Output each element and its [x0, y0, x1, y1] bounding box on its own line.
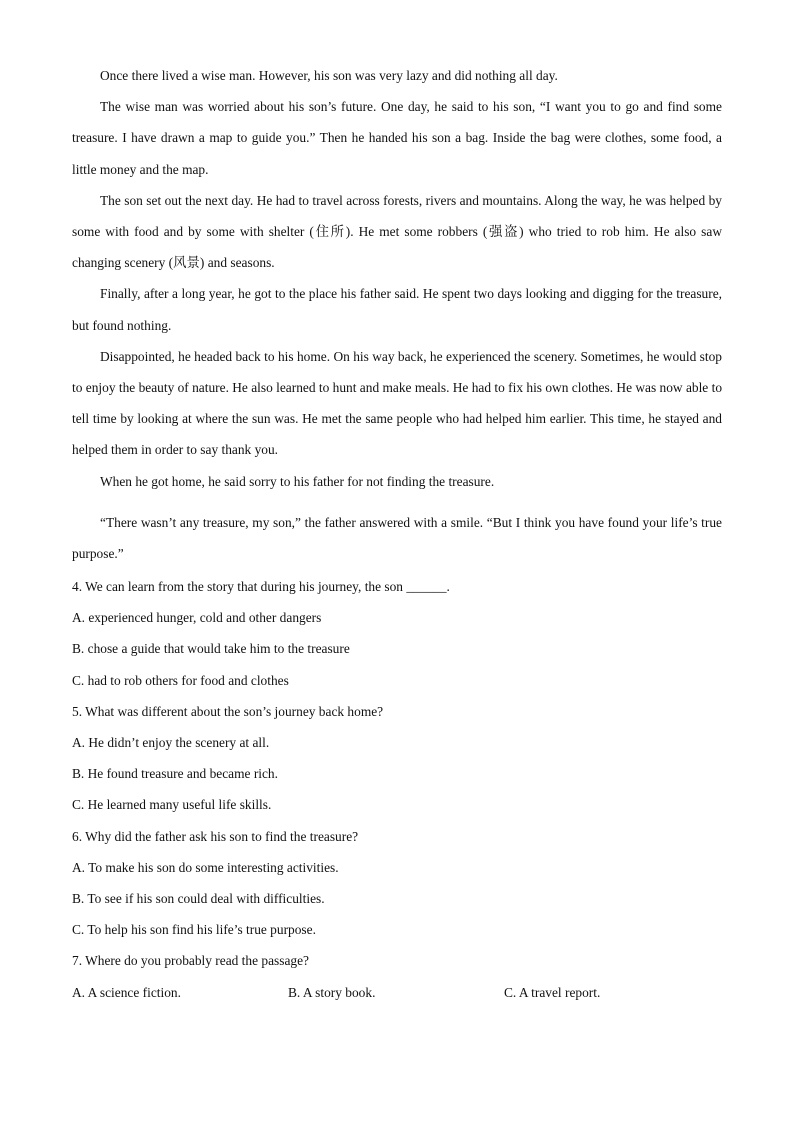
option-a: A. To make his son do some interesting activities. [72, 859, 339, 875]
option-row [72, 977, 722, 1008]
question-6 [72, 821, 722, 946]
question-stem: 7. Where do you probably read the passage? [72, 953, 309, 969]
option-c: C. He learned many useful life skills. [72, 797, 272, 813]
question-4 [72, 571, 722, 696]
option-c: C. A travel report. [504, 984, 601, 1000]
option-b: B. chose a guide that would take him to the treasure [72, 641, 350, 657]
question-7 [72, 945, 722, 1007]
question-5 [72, 696, 722, 821]
question-list [72, 571, 722, 1008]
passage-paragraph: Finally, after a long year, he got to the place his father said. He spent two days looking and digging for the treasure, but found nothing. [72, 286, 722, 333]
passage-paragraph: The son set out the next day. He had to travel across forests, rivers and mountains. Along the way, he was helped by some with food and by some with shelter (住所). He met some robbers (强盗) who tried to rob him. He also saw changing scenery (风景) and seasons. [72, 192, 722, 271]
option-b: B. To see if his son could deal with difficulties. [72, 891, 325, 907]
option-a: A. He didn’t enjoy the scenery at all. [72, 735, 270, 751]
option-b: B. He found treasure and became rich. [72, 766, 278, 782]
passage-paragraph: “There wasn’t any treasure, my son,” the father answered with a smile. “But I think you have found your life’s true purpose.” [72, 514, 722, 562]
option-c: C. To help his son find his life’s true purpose. [72, 922, 316, 938]
question-stem: 4. We can learn from the story that during his journey, the son ______. [72, 579, 450, 594]
option-a: A. A science fiction. [72, 984, 181, 1000]
option-c: C. had to rob others for food and clothes [72, 672, 289, 688]
reading-passage [72, 60, 722, 569]
question-stem: 6. Why did the father ask his son to find the treasure? [72, 828, 359, 844]
passage-paragraph: Once there lived a wise man. However, his son was very lazy and did nothing all day. [100, 68, 558, 83]
option-a: A. experienced hunger, cold and other dangers [72, 610, 322, 626]
passage-paragraph: When he got home, he said sorry to his father for not finding the treasure. [100, 473, 495, 489]
passage-paragraph: Disappointed, he headed back to his home. On his way back, he experienced the scenery. Sometimes, he would stop to enjoy the beauty of nature. He also learned to hunt and make meals. He had to fix his own clothes. He was now able to tell time by looking at where the sun was. He met the same people who had helped him earlier. This time, he stayed and helped them in order to say thank you. [72, 348, 723, 458]
option-b: B. A story book. [288, 984, 376, 1000]
passage-paragraph: The wise man was worried about his son’s future. One day, he said to his son, “I want you to go and find some treasure. I have drawn a map to guide you.” Then he handed his son a bag. Inside the bag were clothes, some food, a little money and the map. [72, 99, 722, 177]
question-stem: 5. What was different about the son’s journey back home? [72, 703, 384, 719]
